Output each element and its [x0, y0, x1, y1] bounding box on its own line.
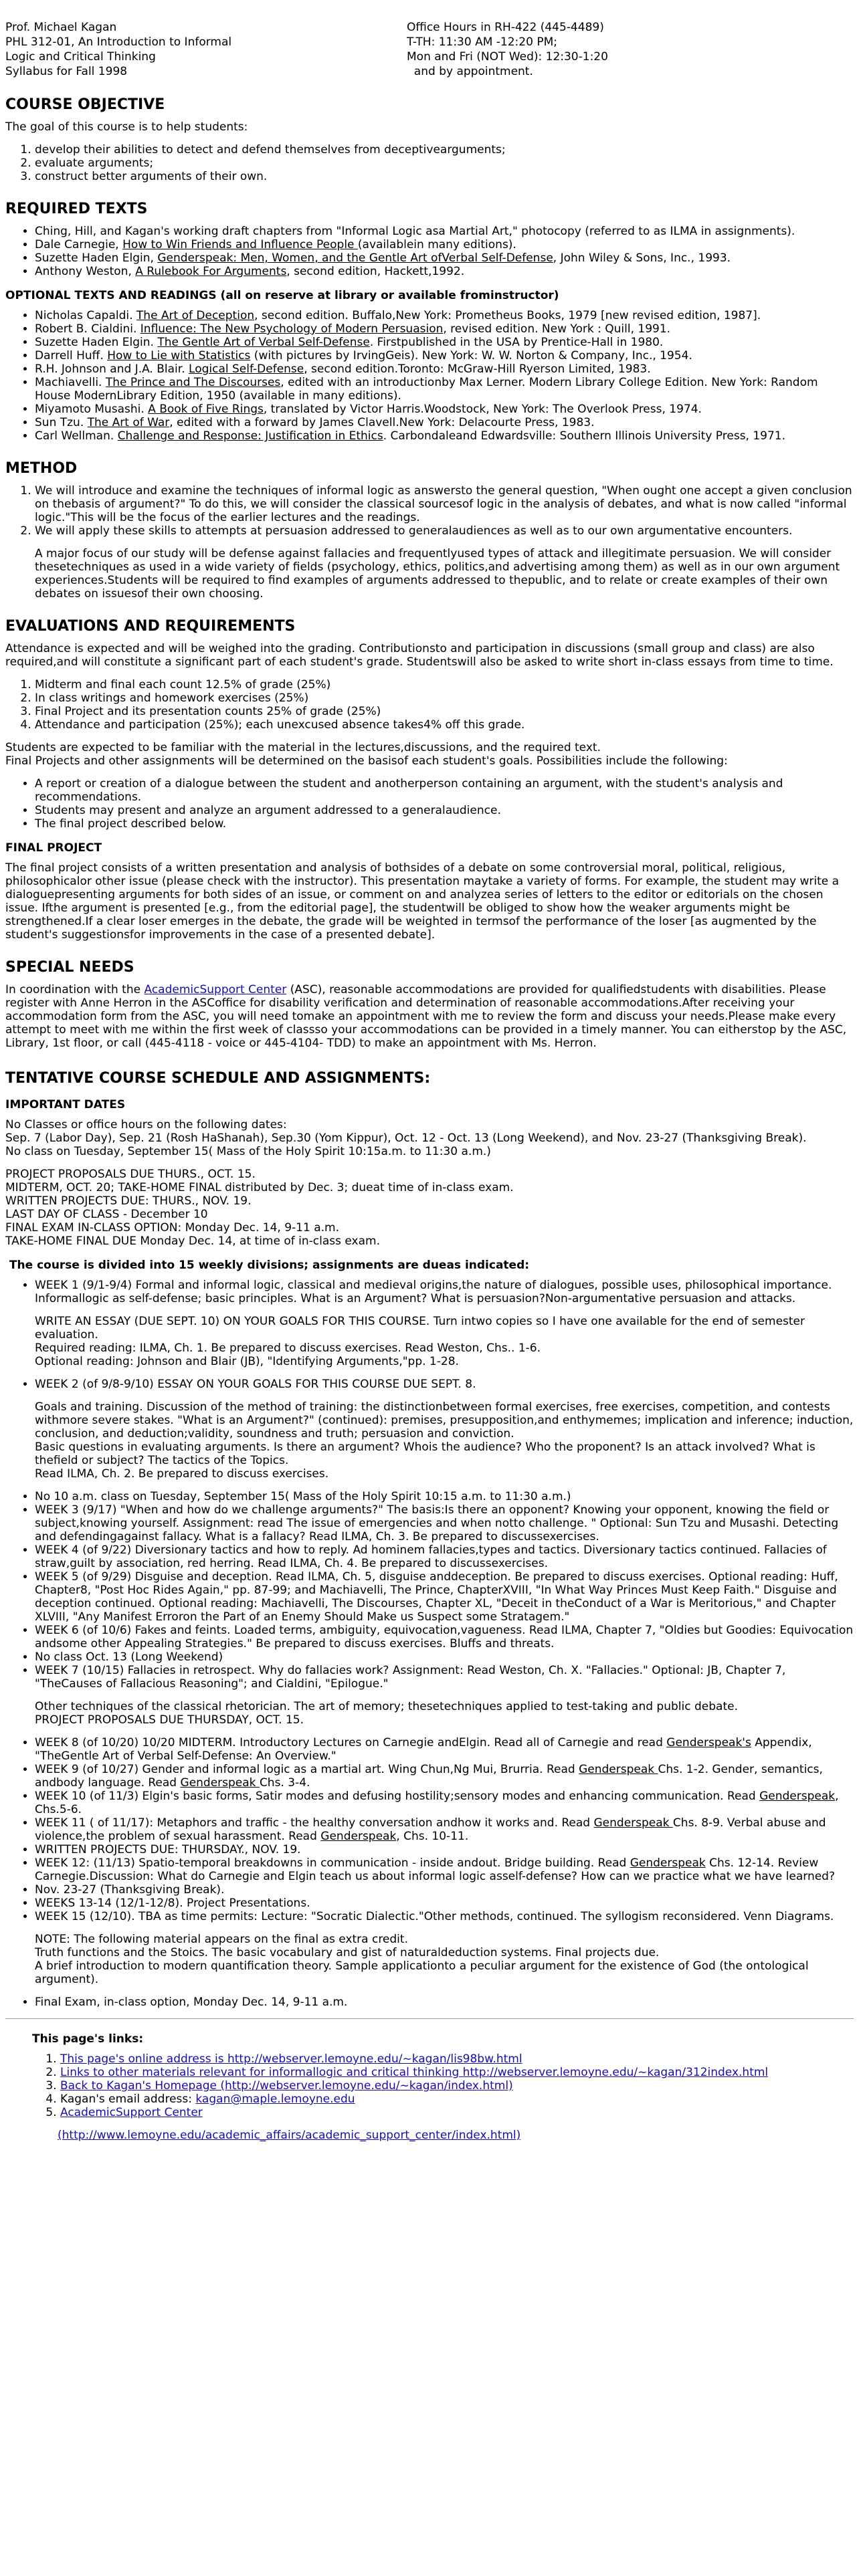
- week-text: WEEK 11 ( of 11/17): Metaphors and traffic - the healthy conversation andhow it works and. Read: [35, 1816, 594, 1830]
- optional-item: [35, 376, 854, 403]
- optional-item: [35, 403, 854, 416]
- instructor-name: Prof. Michael Kagan: [5, 21, 117, 34]
- week-text: Chs. 1-2. Gender, semantics, andbody language. Read: [35, 1763, 823, 1790]
- important-dates-heading: IMPORTANT DATES: [5, 1098, 126, 1111]
- week-text: WEEK 12: (11/13) Spatio-temporal breakdowns in communication - inside andout. Bridge building. Read: [35, 1856, 630, 1870]
- week-text: WEEK 8 (of 10/20) 10/20 MIDTERM. Introductory Lectures on Carnegie andElgin. Read all of Carnegie and read: [35, 1736, 667, 1749]
- key-date: WRITTEN PROJECTS DUE: THURS., NOV. 19.: [5, 1194, 252, 1208]
- optional-title: A Book of Five Rings: [148, 403, 264, 416]
- book-title: Genderspeak: [320, 1830, 397, 1843]
- week-text: , Chs. 10-11.: [396, 1830, 469, 1843]
- book-title: Genderspeak: [180, 1776, 260, 1790]
- required-list: [5, 225, 854, 278]
- evaluations-paragraph: Attendance is expected and will be weighed into the grading. Contributionsto and participation in discussions (small group and class) are also required,and will constitute a significant part of each student's grade. Studentswill also be asked to write short in-class essays from time to time.: [5, 642, 834, 669]
- method-paragraph: A major focus of our study will be defense against fallacies and frequentlyused types of attack and illegitimate persuasion. We will consider thesetechniques as used in a wide variety of fields (psychology, ethics, politics,and advertising among them) as well as in our own argument experiences.Students will be required to find examples of arguments addressed to thepublic, and to relate or create examples of their own debates on issuesof their own choosing.: [35, 547, 840, 601]
- office-hours: Office Hours in RH-422 (445-4489): [407, 21, 604, 34]
- objective-intro: The goal of this course is to help students:: [5, 120, 248, 134]
- required-heading: REQUIRED TEXTS: [5, 201, 148, 217]
- link-item: [60, 2066, 854, 2079]
- link-item: [60, 2092, 854, 2106]
- optional-details: , second edition. Buffalo,New York: Prometheus Books, 1979 [new revised edition, 1987].: [254, 309, 761, 322]
- week-item: • No 10 a.m. class on Tuesday, September 15( Mass of the Holy Spirit 10:15 a.m. to 11:30 a.m.): [35, 1490, 854, 1503]
- required-title: Genderspeak: Men, Women, and the Gentle Art ofVerbal Self-Defense: [157, 251, 553, 265]
- week-item: [35, 1763, 854, 1790]
- required-author: Dale Carnegie,: [35, 238, 123, 251]
- book-title: Genderspeak: [759, 1790, 836, 1803]
- page-links-section: [5, 2018, 854, 2142]
- header: [5, 20, 854, 79]
- optional-details: (with pictures by IrvingGeis). New York: W. W. Norton & Company, Inc., 1954.: [250, 349, 692, 362]
- optional-details: . Firstpublished in the USA by Prentice-Hall in 1980.: [369, 336, 664, 349]
- week-item: [35, 1910, 854, 1986]
- optional-title: Influence: The New Psychology of Modern Persuasion: [140, 322, 444, 336]
- optional-title: Logical Self-Defense: [189, 362, 304, 376]
- week-item: • WEEKS 13-14 (12/1-12/8). Project Presentations.: [35, 1897, 854, 1910]
- optional-details: . Carbondaleand Edwardsville: Southern Illinois University Press, 1971.: [383, 429, 786, 443]
- course-code: PHL 312-01, An Introduction to Informal: [5, 35, 232, 49]
- book-title: Genderspeak's: [666, 1736, 751, 1749]
- week-note: A brief introduction to modern quantification theory. Sample applicationto a peculiar argument for the existence of God (the ontological argument).: [35, 1959, 809, 1986]
- required-item: [35, 251, 854, 265]
- week-text: WEEK 2 (of 9/8-9/10) ESSAY ON YOUR GOALS FOR THIS COURSE DUE SEPT. 8.: [35, 1378, 476, 1391]
- objective-item: 1. develop their abilities to detect and defend themselves from deceptivearguments;: [35, 143, 854, 156]
- optional-heading: OPTIONAL TEXTS AND READINGS (all on reserve at library or available frominstructor): [5, 289, 559, 302]
- optional-item: [35, 336, 854, 349]
- email-label: Kagan's email address:: [60, 2092, 196, 2106]
- week-note: Truth functions and the Stoics. The basic vocabulary and gist of naturaldeduction systems. Final projects due.: [35, 1946, 660, 1959]
- header-right: [407, 20, 808, 79]
- special-needs-heading: SPECIAL NEEDS: [5, 959, 134, 976]
- method-item: 2. We will apply these skills to attempts at persuasion addressed to generalaudiences as well as to our own argumentative encounters.: [35, 524, 854, 538]
- optional-title: The Art of Deception: [136, 309, 255, 322]
- link-item: [60, 2079, 854, 2092]
- week-note: PROJECT PROPOSALS DUE THURSDAY, OCT. 15.: [35, 1713, 304, 1727]
- special-needs-text: (ASC), reasonable accommodations are provided for qualifiedstudents with disabilities. Please register with Anne Herron in the ASCoffice for disability verification and determination of reasonable accommodations.After receiving your accommodation form from the ASC, you will need tomake an appointment with me to review the form and discuss your needs.Please make every attempt to meet with me within the first week of classso your accommodations can be provided in a timely manner. You can eitherstop by the ASC, Library, 1st floor, or call (445-4118 - voice or 445-4104- TDD) to make an appointment with Ms. Herron.: [5, 983, 847, 1050]
- office-hours-appointment: and by appointment.: [407, 65, 533, 78]
- optional-title: The Art of War: [87, 416, 170, 429]
- asc-footer-link[interactable]: AcademicSupport Center: [60, 2106, 203, 2119]
- week-item: • Final Exam, in-class option, Monday Dec. 14, 9-11 a.m.: [35, 1996, 854, 2009]
- week-item: • No class Oct. 13 (Long Weekend): [35, 1650, 854, 1664]
- week-text: WEEK 15 (12/10). TBA as time permits: Lecture: "Socratic Dialectic."Other methods, continued. The syllogism reconsidered. Venn Diagrams.: [35, 1910, 834, 1923]
- asc-url-link[interactable]: (http://www.lemoyne.edu/academic_affairs/academic_support_center/index.html): [58, 2129, 521, 2142]
- week-text: , Chs.5-6.: [35, 1790, 839, 1816]
- optional-item: [35, 362, 854, 376]
- week-item: [35, 1816, 854, 1843]
- final-project-heading: FINAL PROJECT: [5, 841, 102, 855]
- objective-item: 3. construct better arguments of their own.: [35, 170, 854, 183]
- optional-author: Darrell Huff.: [35, 349, 108, 362]
- week-text: WEEK 1 (9/1-9/4) Formal and informal logic, classical and medieval origins,the nature of dialogues, possible uses, philosophical importance. Informallogic as self-defense; basic principles. What is an Argument? What is persuasion?Non-argumentative persuasion and attacks.: [35, 1279, 832, 1305]
- evaluations-paragraph-2: [5, 741, 854, 768]
- week-item: [35, 1856, 854, 1883]
- schedule-heading: TENTATIVE COURSE SCHEDULE AND ASSIGNMENTS:: [5, 1070, 431, 1087]
- week-item: • WEEK 4 (of 9/22) Diversionary tactics and how to reply. Ad hominem fallacies,types and tactics. Diversionary tactics continued. Fallacies of straw,guilt by association, red herring. Read ILMA, Ch. 4. Be prepared to discussexercises.: [35, 1543, 854, 1570]
- week-item: • WEEK 3 (9/17) "When and how do we challenge arguments?" The basis:Is there an opponent? Knowing your opponent, knowing the field or subject,knowing yourself. Assignment: read The issue of emergencies and when notto challenge. " Optional: Sun Tzu and Musashi. Detecting and defendingagainst fallacy. What is a fallacy? Read ILMA, Ch. 3. Be prepared to discussexercises.: [35, 1503, 854, 1543]
- optional-author: Sun Tzu.: [35, 416, 88, 429]
- required-author: Anthony Weston,: [35, 265, 136, 278]
- week-item: • WEEK 6 (of 10/6) Fakes and feints. Loaded terms, ambiguity, equivocation,vagueness. Read ILMA, Chapter 7, "Oldies but Goodies: Equivocation andsome other Appealing Strategies." Be prepared to discuss exercises. Bluffs and threats.: [35, 1624, 854, 1650]
- week-item: • Nov. 23-27 (Thanksgiving Break).: [35, 1883, 854, 1897]
- week-notes: [35, 1315, 854, 1368]
- week-item: [35, 1736, 854, 1763]
- homepage-link[interactable]: Back to Kagan's Homepage (http://webserver.lemoyne.edu/~kagan/index.html): [60, 2079, 513, 2092]
- week-item: [35, 1279, 854, 1368]
- final-projects-text: Final Projects and other assignments will be determined on the basisof each student's goals. Possibilities include the following:: [5, 754, 728, 768]
- required-author: Suzette Haden Elgin,: [35, 251, 158, 265]
- final-project-paragraph: The final project consists of a written presentation and analysis of bothsides of a debate on some controversial moral, political, religious, philosophicalor other issue (please check with the instructor). This presentation maytake a variety of forms. For example, the student may write a dialoguepresenting arguments for both sides of an issue, or comment on and analyzea series of letters to the editor or editorials on the chosen issue. Ifthe argument is presented [e.g., from the editorial page], the studentwill be obliged to show how the weaker arguments might be strengthened.If a clear loser emerges in the debate, the grade will be weighted in termsof the performance of the loser [as augmented by the student's suggestionsfor improvements in the case of a presented debate].: [5, 861, 840, 942]
- key-date: TAKE-HOME FINAL DUE Monday Dec. 14, at time of in-class exam.: [5, 1235, 380, 1248]
- related-materials-link[interactable]: Links to other materials relevant for informallogic and critical thinking http://webserver.lemoyne.edu/~kagan/312index.html: [60, 2066, 769, 2079]
- weekly-schedule: [5, 1279, 854, 2009]
- required-title: How to Win Friends and Influence People: [122, 238, 358, 251]
- office-hours-tth: T-TH: 11:30 AM -12:20 PM;: [407, 35, 557, 49]
- week-text: WEEK 7 (10/15) Fallacies in retrospect. Why do fallacies work? Assignment: Read Weston, Ch. X. "Fallacies." Optional: JB, Chapter 7, "TheCauses of Fallacious Reasoning"; and Cialdini, "Epilogue.": [35, 1664, 786, 1691]
- week-text: Chs. 12-14. Review Carnegie.Discussion: What do Carnegie and Elgin teach us about informal logic asself-defense? How can we practice what we have learned?: [35, 1856, 835, 1883]
- optional-author: Robert B. Cialdini.: [35, 322, 140, 336]
- key-date: FINAL EXAM IN-CLASS OPTION: Monday Dec. 14, 9-11 a.m.: [5, 1221, 340, 1235]
- optional-author: Carl Wellman.: [35, 429, 118, 443]
- optional-details: , edited with an introductionby Max Lerner. Modern Library College Edition. New York: Random House ModernLibrary Edition, 1950 (available in many editions).: [35, 376, 818, 403]
- optional-item: [35, 429, 854, 443]
- optional-author: Miyamoto Musashi.: [35, 403, 149, 416]
- method-heading: METHOD: [5, 460, 78, 477]
- optional-details: , second edition.Toronto: McGraw-Hill Ryerson Limited, 1983.: [304, 362, 651, 376]
- book-title: Genderspeak: [579, 1763, 658, 1776]
- asc-url-line: [58, 2129, 854, 2142]
- links-list: [32, 2052, 854, 2119]
- course-title: Logic and Critical Thinking: [5, 50, 156, 64]
- special-needs-text: In coordination with the: [5, 983, 145, 996]
- optional-list: [5, 309, 854, 443]
- no-class-mass: No class on Tuesday, September 15( Mass of the Holy Spirit 10:15a.m. to 11:30 a.m.): [5, 1145, 491, 1158]
- week-note: NOTE: The following material appears on the final as extra credit.: [35, 1933, 408, 1946]
- project-options-list: [5, 777, 854, 831]
- required-item: [35, 238, 854, 251]
- optional-details: , revised edition. New York : Quill, 1991.: [443, 322, 671, 336]
- syllabus-term: Syllabus for Fall 1998: [5, 65, 128, 78]
- week-note: Basic questions in evaluating arguments. Is there an argument? Whois the audience? Who the proponent? Is an attack involved? What is thefield or subject? The tactics of the Topics.: [35, 1440, 816, 1467]
- week-notes: [35, 1700, 854, 1727]
- link-item: [60, 2106, 854, 2119]
- required-item: [35, 265, 854, 278]
- page-address-link[interactable]: This page's online address is http://webserver.lemoyne.edu/~kagan/lis98bw.html: [60, 2052, 522, 2066]
- week-note: Goals and training. Discussion of the method of training: the distinctionbetween formal exercises, free exercises, competition, and contests withmore severe stakes. "What is an Argument?" (continued): premises, presupposition,and enthymemes; implication and inference; induction, conclusion, and deduction;validity, soundness and truth; persuasion and conviction.: [35, 1400, 854, 1440]
- optional-author: R.H. Johnson and J.A. Blair.: [35, 362, 189, 376]
- key-date: MIDTERM, OCT. 20; TAKE-HOME FINAL distributed by Dec. 3; dueat time of in-class exam.: [5, 1181, 514, 1194]
- no-class-list: Sep. 7 (Labor Day), Sep. 21 (Rosh HaShanah), Sep.30 (Yom Kippur), Oct. 12 - Oct. 13 (Long Weekend), and Nov. 23-27 (Thanksgiving Break).: [5, 1132, 807, 1145]
- key-date: PROJECT PROPOSALS DUE THURS., OCT. 15.: [5, 1168, 256, 1181]
- week-item: [35, 1790, 854, 1816]
- special-needs-paragraph: [5, 983, 854, 1050]
- required-details: , second edition, Hackett,1992.: [286, 265, 465, 278]
- optional-title: Challenge and Response: Justification in Ethics: [117, 429, 383, 443]
- optional-title: The Gentle Art of Verbal Self-Defense: [157, 336, 370, 349]
- grading-item: 2. In class writings and homework exercises (25%): [35, 691, 854, 705]
- required-details: (availablein many editions).: [357, 238, 516, 251]
- divisions-heading: The course is divided into 15 weekly divisions; assignments are dueas indicated:: [5, 1259, 530, 1272]
- method-item: 1. We will introduce and examine the techniques of informal logic as answersto the general question, "When ought one accept a given conclusion on thebasis of argument?" To do this, we will consider the classical sourcesof logic in the analysis of debates, and what is now called "informal logic."This will be the focus of the earlier lectures and the readings.: [35, 484, 854, 524]
- expectations-text: Students are expected to be familiar with the material in the lectures,discussions, and the required text.: [5, 741, 601, 754]
- week-item: [35, 1378, 854, 1481]
- asc-link[interactable]: AcademicSupport Center: [144, 983, 287, 996]
- email-link[interactable]: kagan@maple.lemoyne.edu: [195, 2092, 355, 2106]
- week-text: Chs. 3-4.: [259, 1776, 310, 1790]
- objective-heading: COURSE OBJECTIVE: [5, 96, 165, 113]
- week-text: Chs. 8-9. Verbal abuse and violence,the problem of sexual harassment. Read: [35, 1816, 826, 1843]
- week-note: Optional reading: Johnson and Blair (JB), "Identifying Arguments,"pp. 1-28.: [35, 1355, 459, 1368]
- optional-item: [35, 309, 854, 322]
- week-item: [35, 1664, 854, 1727]
- links-heading: This page's links:: [32, 2032, 144, 2046]
- required-item: [35, 225, 854, 238]
- week-notes: [35, 1400, 854, 1481]
- book-title: Genderspeak: [630, 1856, 706, 1870]
- required-text: Ching, Hill, and Kagan's working draft chapters from "Informal Logic asa Martial Art," photocopy (referred to as ILMA in assignments).: [35, 225, 795, 238]
- optional-author: Machiavelli.: [35, 376, 106, 389]
- evaluations-heading: EVALUATIONS AND REQUIREMENTS: [5, 618, 296, 635]
- week-note: WRITE AN ESSAY (DUE SEPT. 10) ON YOUR GOALS FOR THIS COURSE. Turn intwo copies so I have one available for the end of semester evaluation.: [35, 1315, 805, 1341]
- week-note: Other techniques of the classical rhetorician. The art of memory; thesetechniques applied to test-taking and public debate.: [35, 1700, 738, 1713]
- objective-list: [5, 143, 854, 183]
- grading-item: 1. Midterm and final each count 12.5% of grade (25%): [35, 678, 854, 691]
- link-item: [60, 2052, 854, 2066]
- optional-details: , translated by Victor Harris.Woodstock, New York: The Overlook Press, 1974.: [263, 403, 702, 416]
- week-item: • WEEK 5 (of 9/29) Disguise and deception. Read ILMA, Ch. 5, disguise anddeception. Be prepared to discuss exercises. Optional reading: Huff, Chapter8, "Post Hoc Rides Again," pp. 87-99; and Machiavelli, The Prince, ChapterXVIII, "In What Way Princes Must Keep Faith." Disguise and deception continued. Optional reading: Machiavelli, The Discourses, Chapter XL, "Deceit in theConduct of a War is Meritorious," and Chapter XLVIII, "Any Manifest Erroron the Part of an Enemy Should Make us Suspect some Stratagem.": [35, 1570, 854, 1624]
- week-item: • WRITTEN PROJECTS DUE: THURSDAY., NOV. 19.: [35, 1843, 854, 1856]
- grading-item: 4. Attendance and participation (25%); each unexcused absence takes4% off this grade.: [35, 718, 854, 732]
- key-date: LAST DAY OF CLASS - December 10: [5, 1208, 208, 1221]
- optional-details: , edited with a forward by James Clavell.New York: Delacourte Press, 1983.: [169, 416, 595, 429]
- optional-author: Suzette Haden Elgin.: [35, 336, 158, 349]
- project-option: • Students may present and analyze an argument addressed to a generalaudience.: [35, 804, 854, 817]
- project-option: • A report or creation of a dialogue between the student and anotherperson containing an argument, with the student's analysis and recommendations.: [35, 777, 854, 804]
- optional-title: How to Lie with Statistics: [107, 349, 251, 362]
- week-text: WEEK 10 (of 11/3) Elgin's basic forms, Satir modes and defusing hostility;sensory modes and enhancing communication. Read: [35, 1790, 760, 1803]
- optional-title: The Prince and The Discourses: [105, 376, 281, 389]
- grading-list: [5, 678, 854, 732]
- key-dates: [5, 1168, 854, 1248]
- required-details: , John Wiley & Sons, Inc., 1993.: [553, 251, 731, 265]
- week-note: Read ILMA, Ch. 2. Be prepared to discuss exercises.: [35, 1467, 329, 1481]
- office-hours-mf: Mon and Fri (NOT Wed): 12:30-1:20: [407, 50, 608, 64]
- required-title: A Rulebook For Arguments: [135, 265, 287, 278]
- week-note: Required reading: ILMA, Ch. 1. Be prepared to discuss exercises. Read Weston, Chs.. 1-6.: [35, 1341, 541, 1355]
- no-class-intro: No Classes or office hours on the following dates:: [5, 1118, 287, 1132]
- optional-author: Nicholas Capaldi.: [35, 309, 136, 322]
- grading-item: 3. Final Project and its presentation counts 25% of grade (25%): [35, 705, 854, 718]
- week-text: WEEK 9 (of 10/27) Gender and informal logic as a martial art. Wing Chun,Ng Mui, Brurria. Read: [35, 1763, 579, 1776]
- method-list: [5, 484, 854, 538]
- no-class-dates: [5, 1118, 854, 1158]
- week-notes: [35, 1933, 854, 1986]
- project-option: • The final project described below.: [35, 817, 854, 831]
- book-title: Genderspeak: [593, 1816, 673, 1830]
- header-left: [5, 20, 407, 79]
- optional-item: [35, 322, 854, 336]
- optional-item: [35, 349, 854, 362]
- optional-item: [35, 416, 854, 429]
- week-text: Appendix, "TheGentle Art of Verbal Self-Defense: An Overview.": [35, 1736, 812, 1763]
- objective-item: 2. evaluate arguments;: [35, 156, 854, 170]
